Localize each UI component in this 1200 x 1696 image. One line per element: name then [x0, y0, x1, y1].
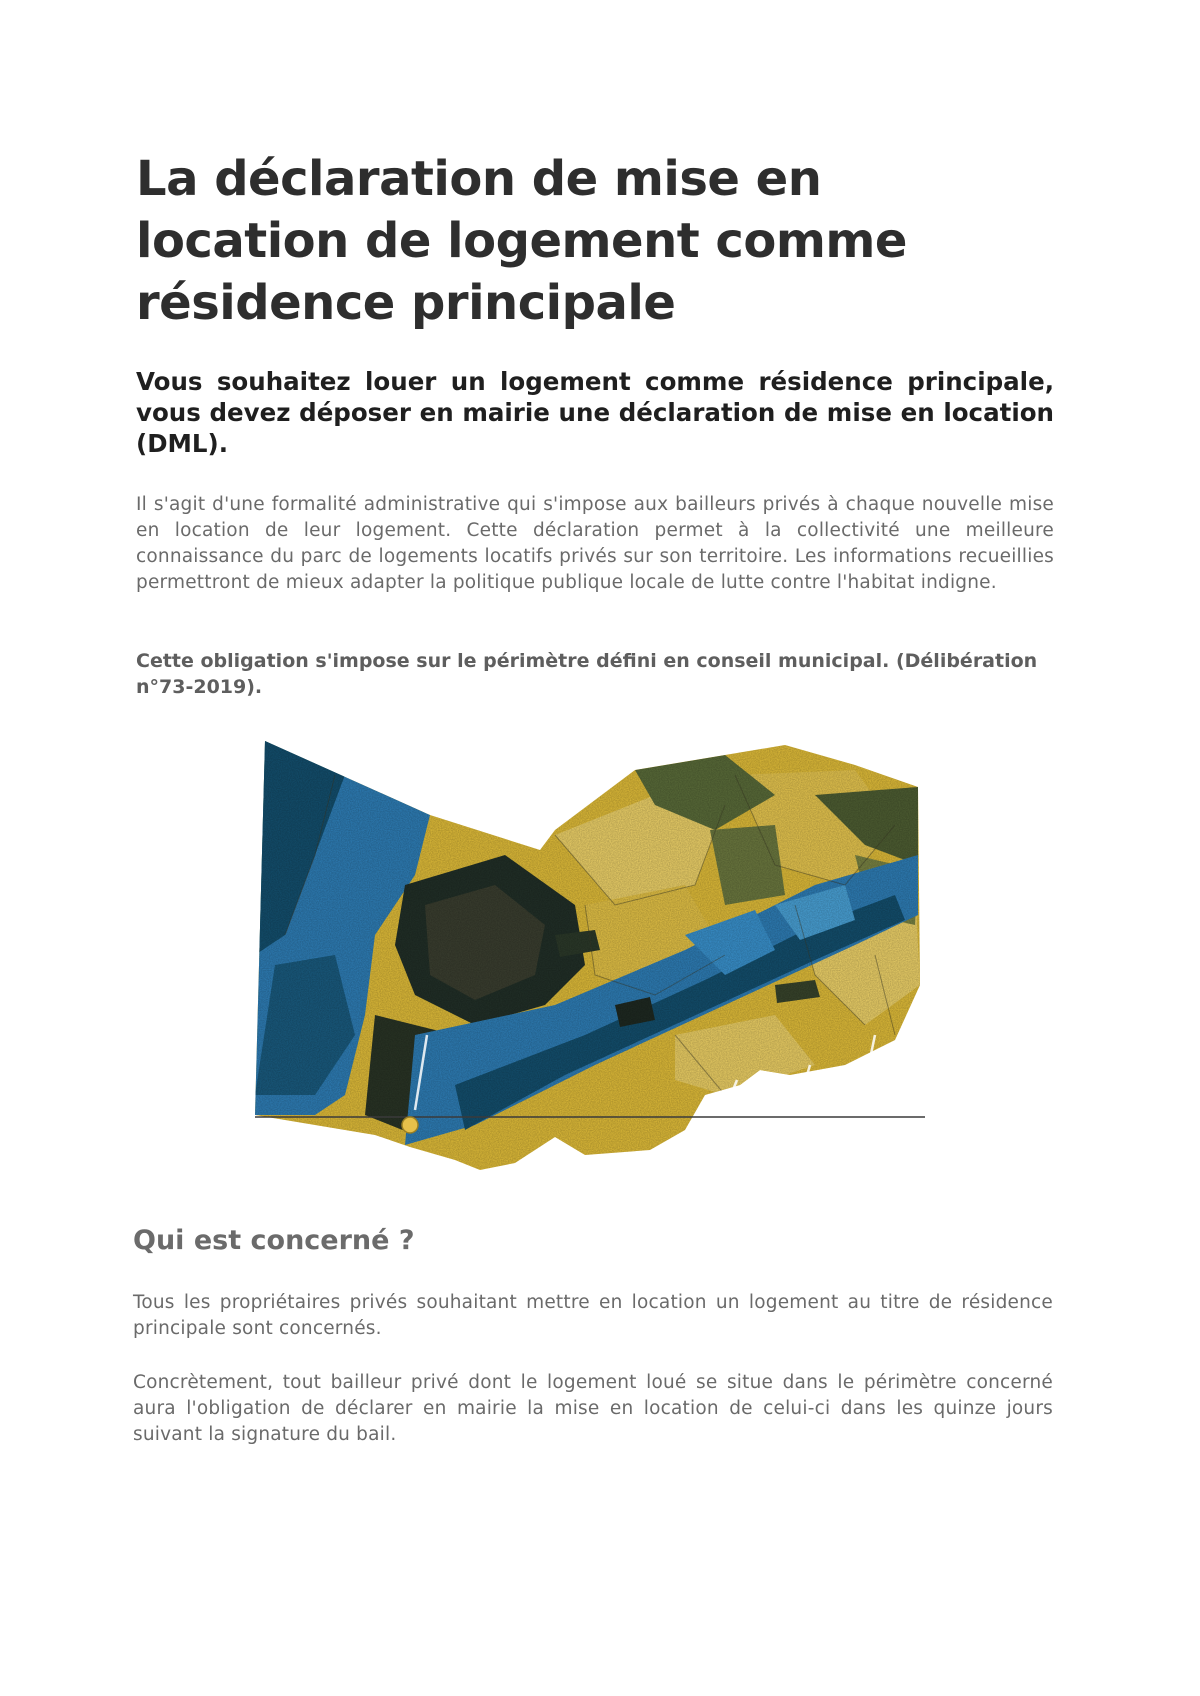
- page-title: La déclaration de mise en location de logement comme résidence principale: [136, 151, 907, 331]
- section-paragraph-concretely: Concrètement, tout bailleur privé dont le logement loué se situe dans le périmètre concerné aura l'obligation de déclarer en mairie la mise en location de celui-ci dans les quinze jours suivant la signature du bail.: [133, 1372, 1053, 1445]
- section-heading: Qui est concerné ?: [133, 1225, 415, 1256]
- perimeter-map-graphic: [255, 735, 935, 1205]
- perimeter-map-image: [255, 735, 935, 1205]
- location-marker-icon: [402, 1117, 418, 1133]
- section-paragraph-concerned: Tous les propriétaires privés souhaitant mettre en location un logement au titre de résidence principale sont concernés.: [133, 1292, 1053, 1339]
- intro-paragraph: Il s'agit d'une formalité administrative qui s'impose aux bailleurs privés à chaque nouvelle mise en location de leur logement. Cette déclaration permet à la collectivité une meilleure connaissance du parc de logements locatifs privés sur son territoire. Les informations recueillies permettront de mieux adapter la politique publique locale de lutte contre l'habitat indigne.: [136, 494, 1054, 593]
- lead-paragraph: Vous souhaitez louer un logement comme résidence principale, vous devez déposer en mairie une déclaration de mise en location (DML).: [136, 367, 1054, 458]
- obligation-paragraph: Cette obligation s'impose sur le périmètre défini en conseil municipal. (Délibération n°73-2019).: [136, 650, 1038, 698]
